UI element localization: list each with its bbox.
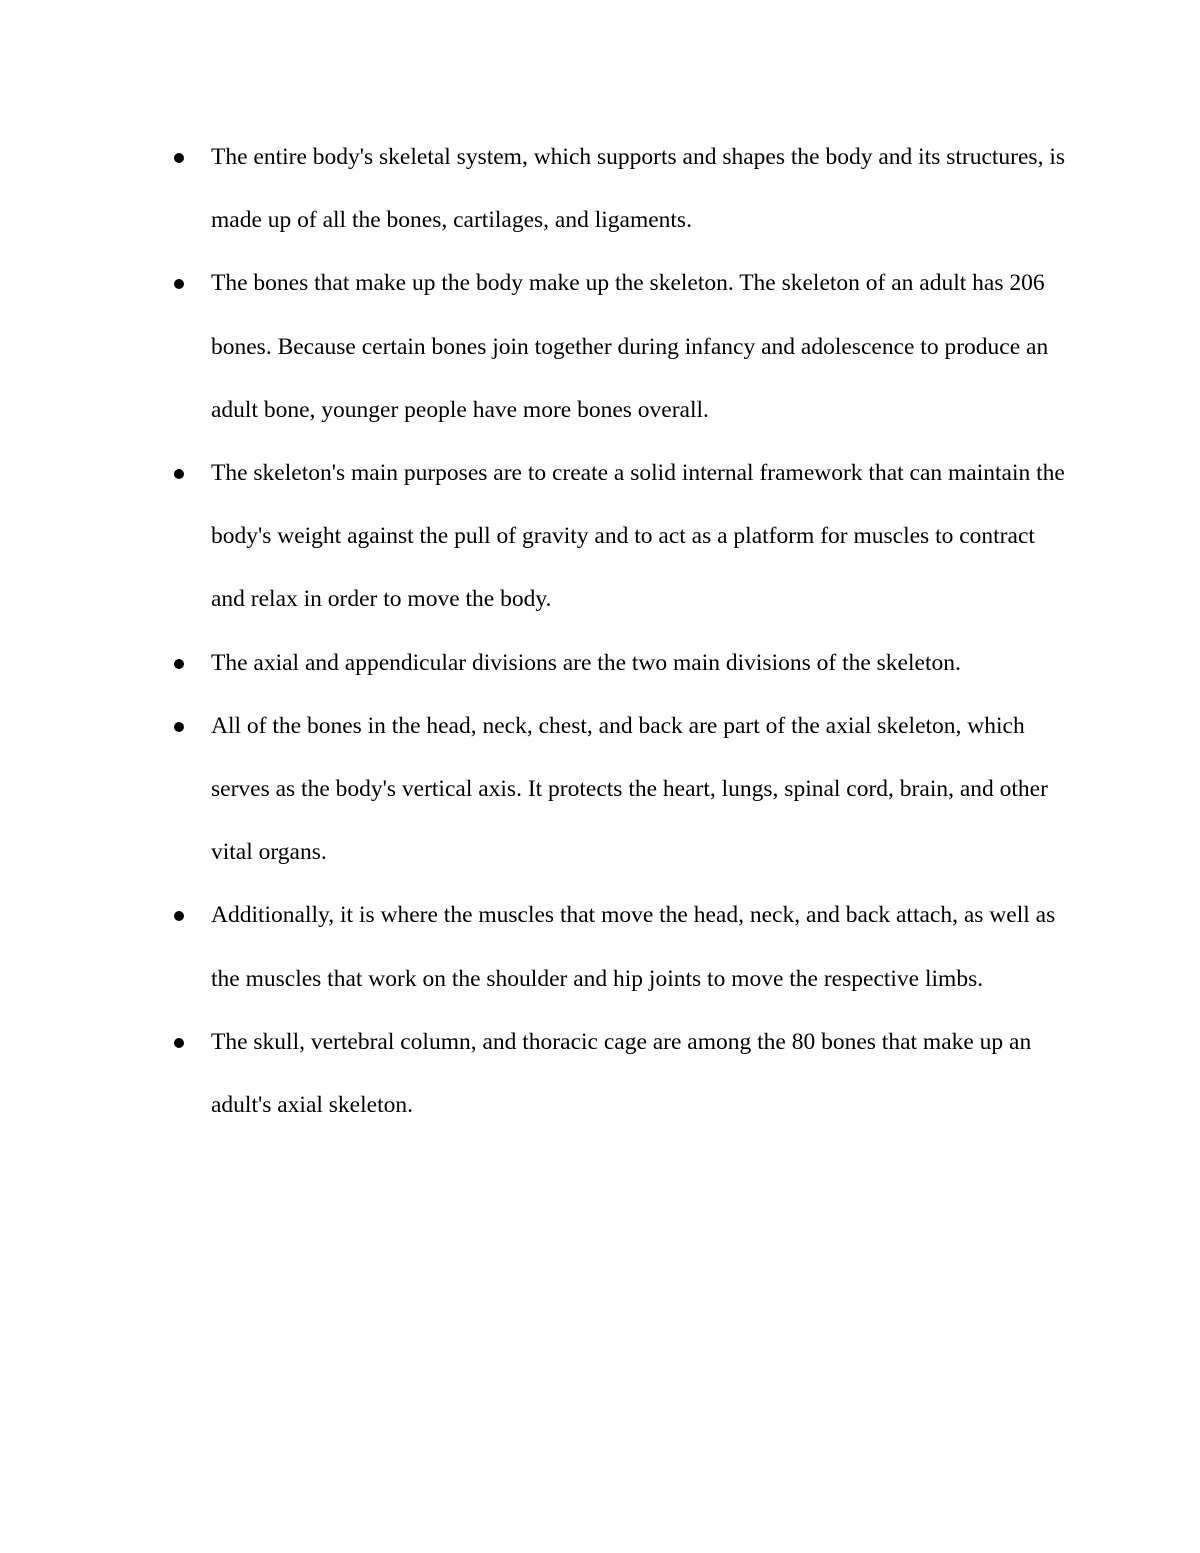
bullet-icon <box>174 279 184 289</box>
list-item <box>0 252 1073 442</box>
list-item-text: Additionally, it is where the muscles that move the head, neck, and back attach, as well as the muscles that work on the shoulder and hip joints to move the respective limbs. <box>211 902 1056 992</box>
bullet-icon <box>174 911 184 921</box>
bullet-icon <box>174 722 184 732</box>
list-item-text: The bones that make up the body make up the skeleton. The skeleton of an adult has 206 bones. Because certain bones join together during infancy and adolescence to produce an adult bone, younger people have more bones overall. <box>211 270 1049 423</box>
list-item <box>0 126 1073 252</box>
bullet-icon <box>174 153 184 163</box>
list-item <box>0 1011 1073 1137</box>
list-item <box>0 695 1073 885</box>
list-item-text: The skull, vertebral column, and thoracic cage are among the 80 bones that make up an adult's axial skeleton. <box>211 1028 1032 1119</box>
list-item-text: All of the bones in the head, neck, chest, and back are part of the axial skeleton, which serves as the body's vertical axis. It protects the heart, lungs, spinal cord, brain, and other vital organs. <box>211 712 1048 866</box>
list-item-text: The skeleton's main purposes are to create a solid internal framework that can maintain the body's weight against the pull of gravity and to act as a platform for muscles to contract and relax in order to move the body. <box>211 460 1065 613</box>
bullet-list <box>0 126 1200 1137</box>
bullet-icon <box>174 659 184 669</box>
bullet-icon <box>174 469 184 479</box>
list-item-text: The axial and appendicular divisions are the two main divisions of the skeleton. <box>211 649 961 676</box>
list-item-text: The entire body's skeletal system, which supports and shapes the body and its structures, is made up of all the bones, cartilages, and ligaments. <box>211 144 1065 234</box>
list-item <box>0 632 1073 695</box>
bullet-icon <box>174 1038 184 1048</box>
list-item <box>0 442 1073 632</box>
list-item <box>0 884 1073 1010</box>
